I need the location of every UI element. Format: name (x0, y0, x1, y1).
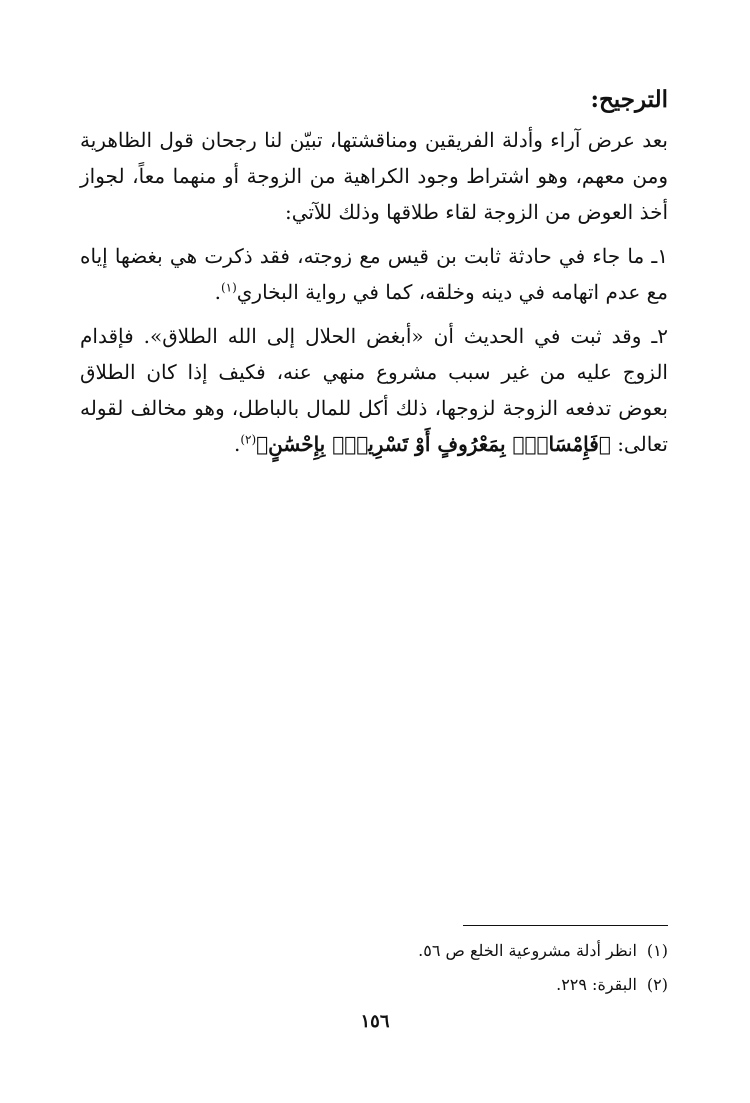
paragraph-point-1-tail: . (214, 280, 221, 304)
paragraph-point-2-text: ٢ـ وقد ثبت في الحديث أن «أبغض الحلال إلى الله الطلاق». فإقدام الزوج عليه من غير سبب مشروع منهي عنه، فكيف إذا كان الطلاق بعوض تدفعه الزوجة لزوجها، ذلك أكل للمال بالباطل، وهو مخالف لقوله تعالى: (80, 324, 668, 456)
quran-verse: ﴿فَإِمْسَاكٌۢ بِمَعْرُوفٍ أَوْ تَسْرِيحٌۢ بِإِحْسَٰنٍ﴾ (256, 432, 611, 456)
paragraph-point-1 (80, 238, 668, 310)
footnote-2-text: البقرة: ٢٢٩. (556, 975, 637, 994)
footnote-divider (463, 925, 668, 926)
footnote-marker-2[interactable]: (٢) (240, 432, 257, 447)
footnote-1 (80, 934, 668, 968)
paragraph-point-2 (80, 318, 668, 462)
footnotes (80, 934, 668, 1002)
footnote-2-number: (٢) (646, 975, 668, 994)
page-number: ١٥٦ (360, 1011, 390, 1032)
paragraph-intro (80, 122, 668, 230)
section-heading: الترجيح: (590, 86, 668, 113)
paragraph-point-2-tail: . (233, 432, 241, 456)
footnote-1-text: انظر أدلة مشروعية الخلع ص ٥٦. (418, 941, 637, 960)
paragraph-point-1-text: ١ـ ما جاء في حادثة ثابت بن قيس مع زوجته، فقد ذكرت هي بغضها إياه مع عدم اتهامه في دينه وخلقه، كما في رواية البخاري (80, 244, 668, 304)
footnote-marker-1[interactable]: (١) (220, 280, 237, 295)
footnote-2 (80, 968, 668, 1002)
footnote-1-number: (١) (646, 941, 668, 960)
main-text (80, 82, 668, 470)
paragraph-intro-text: بعد عرض آراء وأدلة الفريقين ومناقشتها، تبيّن لنا رجحان قول الظاهرية ومن معهم، وهو اشتراط وجود الكراهية من الزوجة أو منهما معاً، لجواز أخذ العوض من الزوجة لقاء طلاقها وذلك للآتي: (80, 128, 668, 224)
